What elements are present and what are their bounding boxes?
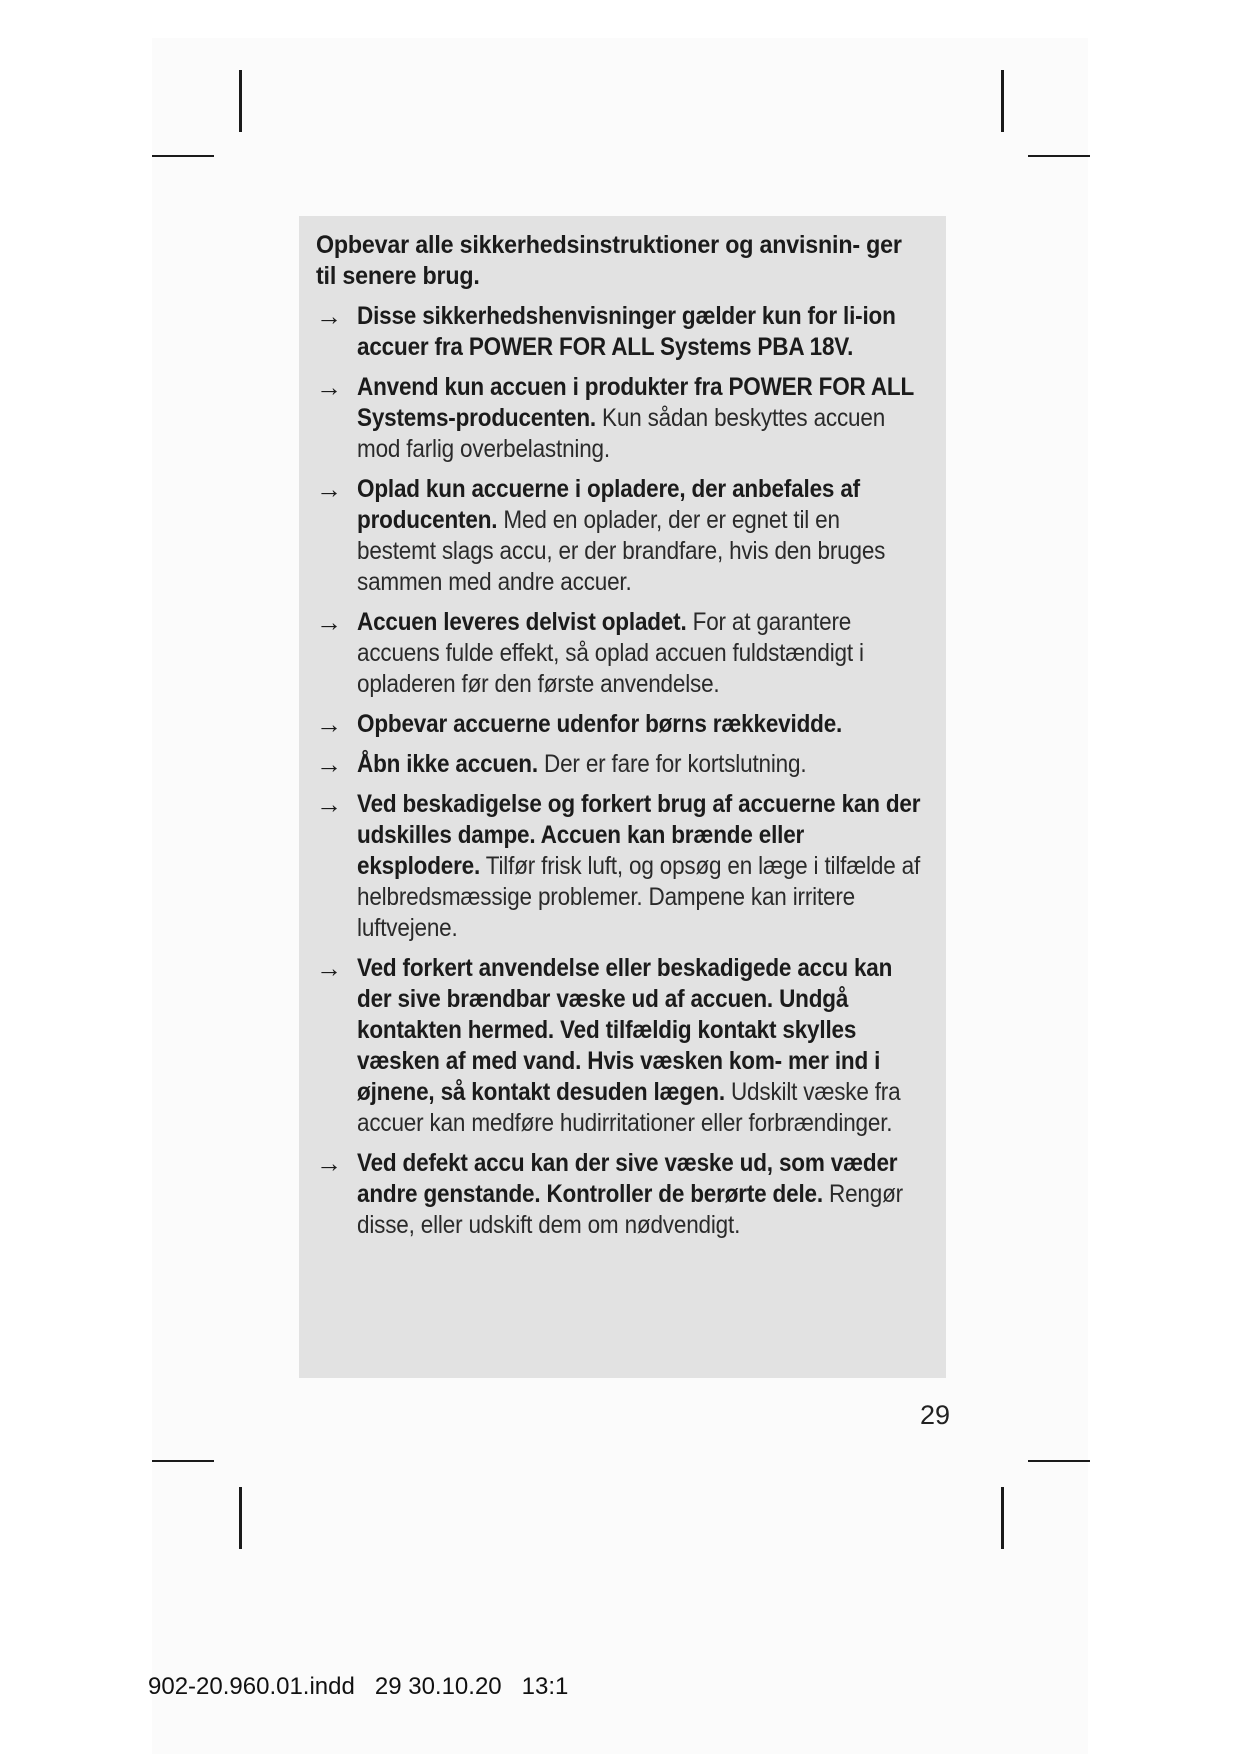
arrow-icon: →	[316, 749, 342, 779]
safety-item	[316, 372, 924, 465]
safety-item	[316, 474, 924, 598]
safety-item-text: Udskilt væske fra accuer kan medføre hudirritationer eller forbrændinger.	[357, 1078, 901, 1137]
safety-item-bold: Ved defekt accu kan der sive væske ud, som væder andre genstande. Kontroller de berørte dele.	[357, 1149, 898, 1208]
crop-mark-bottom-right-vertical	[1001, 1487, 1004, 1549]
safety-item	[316, 1148, 924, 1241]
safety-item-bold: Accuen leveres delvist opladet.	[357, 608, 687, 636]
safety-item	[316, 789, 924, 944]
page-number: 29	[919, 1400, 950, 1430]
safety-item	[316, 749, 924, 780]
safety-instructions-panel	[299, 216, 946, 1378]
crop-mark-top-left-horizontal	[152, 155, 214, 157]
safety-item	[316, 607, 924, 700]
safety-item-bold: Opbevar accuerne udenfor børns rækkevidde.	[357, 710, 843, 738]
arrow-icon: →	[316, 1148, 342, 1178]
safety-item-bold: Disse sikkerhedshenvisninger gælder kun for li-ion accuer fra POWER FOR ALL Systems PBA 18V.	[357, 302, 896, 361]
safety-item-text: Kun sådan beskyttes accuen mod farlig overbelastning.	[357, 404, 886, 463]
safety-item	[316, 301, 924, 363]
crop-mark-bottom-left-horizontal	[152, 1460, 214, 1462]
safety-item-text: Rengør disse, eller udskift dem om nødvendigt.	[357, 1180, 903, 1239]
print-slug: 902-20.960.01.indd 29 30.10.20 13:1	[148, 1673, 569, 1700]
crop-mark-top-right-vertical	[1001, 70, 1004, 132]
safety-item-text: Med en oplader, der er egnet til en bestemt slags accu, er der brandfare, hvis den bruges sammen med andre accuer.	[357, 506, 886, 596]
safety-item-bold: Ved beskadigelse og forkert brug af accuerne kan der udskilles dampe. Accuen kan brænde eller eksplodere.	[357, 790, 921, 880]
arrow-icon: →	[316, 474, 342, 504]
safety-item-bold: Anvend kun accuen i produkter fra POWER FOR ALL Systems-producenten.	[357, 373, 914, 432]
safety-item-text: For at garantere accuens fulde effekt, så oplad accuen fuldstændigt i opladeren før den første anvendelse.	[357, 608, 864, 698]
intro-heading: Opbevar alle sikkerhedsinstruktioner og anvisnin- ger til senere brug.	[316, 231, 902, 290]
crop-mark-top-left-vertical	[239, 70, 242, 132]
safety-item-text: Der er fare for kortslutning.	[544, 750, 807, 778]
safety-item-bold: Åbn ikke accuen.	[357, 750, 538, 778]
crop-mark-top-right-horizontal	[1028, 155, 1090, 157]
safety-item	[316, 709, 924, 740]
arrow-icon: →	[316, 709, 342, 739]
arrow-icon: →	[316, 953, 342, 983]
safety-item-text: Tilfør frisk luft, og opsøg en læge i tilfælde af helbredsmæssige problemer. Dampene kan irritere luftvejene.	[357, 852, 921, 942]
safety-item	[316, 953, 924, 1139]
arrow-icon: →	[316, 301, 342, 331]
safety-item-bold: Ved forkert anvendelse eller beskadigede accu kan der sive brændbar væske ud af accuen. Undgå kontakten hermed. Ved tilfældig kontakt skylles væsken af med vand. Hvis væsken kom- mer ind i øjnene, så kontakt desuden lægen.	[357, 954, 893, 1106]
arrow-icon: →	[316, 607, 342, 637]
safety-item-bold: Oplad kun accuerne i opladere, der anbefales af producenten.	[357, 475, 860, 534]
crop-mark-bottom-right-horizontal	[1028, 1460, 1090, 1462]
arrow-icon: →	[316, 789, 342, 819]
crop-mark-bottom-left-vertical	[239, 1487, 242, 1549]
arrow-icon: →	[316, 372, 342, 402]
